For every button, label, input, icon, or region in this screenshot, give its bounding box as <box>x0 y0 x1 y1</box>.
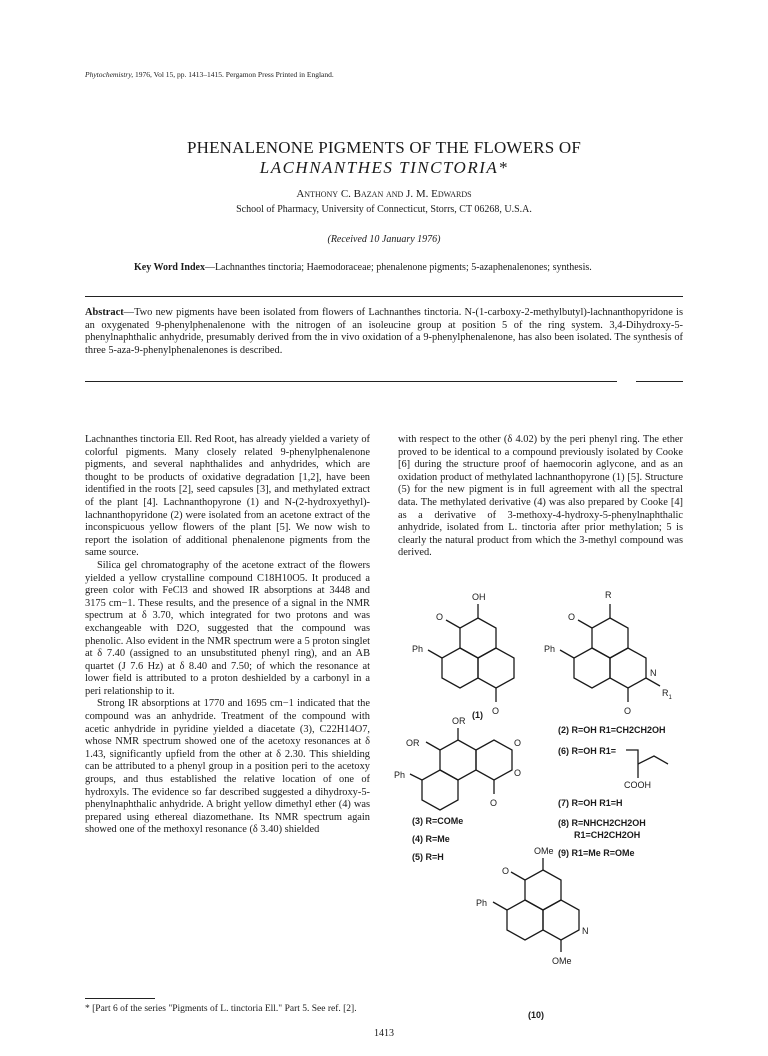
s2-o-bottom-label: O <box>624 706 632 716</box>
legend-compound-4: (4) R=Me <box>412 834 450 844</box>
s3-or-top-label: OR <box>452 716 466 726</box>
chemical-structures <box>394 580 698 970</box>
left-column <box>85 434 370 837</box>
cooh-label: COOH <box>624 780 651 790</box>
s10-ome-bottom-label: OMe <box>552 956 572 966</box>
s1-oh-label: OH <box>472 592 486 602</box>
article-title-line2: LACHNANTHES TINCTORIA* <box>259 158 509 177</box>
structure-2-legend <box>558 725 668 858</box>
s2-r-label: R <box>605 590 612 600</box>
s3-o2-label: O <box>514 768 522 778</box>
legend-compound-9: (9) R1=Me R=OMe <box>558 848 635 858</box>
footnote-rule <box>85 998 155 999</box>
paragraph-ir: Strong IR absorptions at 1770 and 1695 cm−1 indicated that the compound was an anhydride. Treatment of the compound with acetic anhydride in pyridine yielded a diacetate (3), C22H14O7, whose NMR spectrum showed one of the acetoxy resonances at δ 1.43, significantly upfield from the other at δ 2.30. This shielding can be attributed to a phenyl group in a position peri to the acetoxy groups, and thus established the relative location of one of hydroxyls. The evidence so far described suggested a dihydroxy-5-phenylnaphthalic anhydride. A bright yellow dimethyl ether (4) was prepared using ethereal diazomethane. Its NMR spectrum again showed one of the methoxyl resonance (δ 3.40) shielded <box>85 698 370 836</box>
affiliation: School of Pharmacy, University of Connecticut, Storrs, CT 06268, U.S.A. <box>236 204 532 215</box>
abstract <box>85 307 683 357</box>
s10-o-label: O <box>502 866 510 876</box>
s2-o-top-label: O <box>568 612 576 622</box>
abstract-label: Abstract <box>85 307 124 318</box>
keyword-label: Key Word Index <box>134 262 205 273</box>
legend-compound-5: (5) R=H <box>412 852 444 862</box>
structure-10 <box>476 846 589 966</box>
s10-n-label: N <box>582 926 589 936</box>
abstract-text: —Two new pigments have been isolated from flowers of Lachnanthes tinctoria. N-(1-carboxy-2-methylbutyl)-lachnanthopyridone is an oxygenated 9-phenylphenalenone with the nitrogen of an isoleucine group at position 5 of the ring system. 3,4-Dihydroxy-5-phenylnaphthalic anhydride, presumably derived from the in vivo oxidation of a 9-phenylphenalenone, has also been isolated. The synthesis of three 5-aza-9-phenylphenalenones is described. <box>85 307 683 356</box>
right-column <box>398 434 683 560</box>
s2-n-label: N <box>650 668 657 678</box>
journal-name: Phytochemistry, <box>85 70 134 79</box>
s3-ph-label: Ph <box>394 770 406 780</box>
legend-compound-3: (3) R=COMe <box>412 816 464 826</box>
structure-3-5 <box>394 716 521 862</box>
s10-compound-label: (10) <box>528 1010 545 1020</box>
s1-compound-label: (1) <box>472 710 483 720</box>
abstract-bottom-rule <box>85 381 617 382</box>
abstract-top-rule <box>85 296 683 297</box>
structure-1 <box>412 592 514 720</box>
structure-2 <box>544 590 673 716</box>
article-title-line1: PHENALENONE PIGMENTS OF THE FLOWERS OF <box>186 138 582 157</box>
paragraph-chromatography: Silica gel chromatography of the acetone extract of the flowers yielded a yellow crystalline compound C18H10O5. It produced a green color with FeCl3 and showed IR absorptions at 3448 and 3175 cm−1. These results, and the presence of a signal in the NMR spectrum at δ 3.70, which integrated for two protons and was exchangeable with D2O, suggested that the compound was phenolic. Also evident in the NMR spectrum were a 5 proton singlet at δ 7.40 (assigned to an unsubstituted phenyl ring), and an AB quartet (J 7.6 Hz) at δ 8.40 and 7.50; of which the resonance at lower field is attributed to a proton deshielded by a carbonyl in a peri relationship to it. <box>85 559 370 697</box>
legend-compound-6: (6) R=OH R1= <box>558 746 617 756</box>
legend-compound-8a: (8) R=NHCH2CH2OH <box>558 818 646 828</box>
keyword-index <box>134 262 674 274</box>
received-date: (Received 10 January 1976) <box>327 234 441 245</box>
s2-r1-label: $R_1$ <box>662 688 672 701</box>
s10-ph-label: Ph <box>476 898 488 908</box>
journal-citation <box>85 70 334 79</box>
s2-ph-label: Ph <box>544 644 556 654</box>
s3-or-left-label: OR <box>406 738 420 748</box>
legend-compound-2: (2) R=OH R1=CH2CH2OH <box>558 725 666 735</box>
page-number: 1413 <box>374 1028 394 1039</box>
abstract-bottom-rule-short <box>636 381 683 382</box>
s1-o-top-label: O <box>436 612 444 622</box>
s10-ome-top-label: OMe <box>534 846 554 856</box>
journal-details: 1976, Vol 15, pp. 1413–1415. Pergamon Press Printed in England. <box>135 70 334 79</box>
s1-o-bottom-label: O <box>492 706 500 716</box>
s3-o1-label: O <box>514 738 522 748</box>
paragraph-continuation: with respect to the other (δ 4.02) by the peri phenyl ring. The ether proved to be identical to a compound previously isolated by Cooke [6] during the structure proof of haemocorin aglycone, and as an oxidation product of methylated lachnanthopyrone (1) [5]. Structure (5) for the new pigment is in full agreement with all the spectral data. The methylated derivative (4) was also prepared by Cooke [4] as a derivative of 3-methoxy-4-hydroxy-5-phenylnaphthalic anhydride, isolated from L. tinctoria after prior methylation; 5 is clearly the natural product from which the 3-methyl compound was derived. <box>398 434 683 559</box>
paragraph-intro: Lachnanthes tinctoria Ell. Red Root, has already yielded a variety of colorful pigments. Many closely related 9-phenylphenalenone pigments, and several naphthalides and anhydrides, which are thought to be products of oxidative degradation [1,2], have been identified in the roots [2], seed capsules [3], and methylated extract of the plant [4]. Lachnanthopyrone (1) and N-(2-hydroxyethyl)-lachnanthopyridone (2) were isolated from an acetone extract of the inconspicuous yellow flowers of the plant [5]. We now wish to report the isolation of additional phenalenone pigments from the same source. <box>85 434 370 559</box>
keyword-text: —Lachnanthes tinctoria; Haemodoraceae; phenalenone pigments; 5-azaphenalenones; synthesis. <box>204 262 592 273</box>
s3-o3-label: O <box>490 798 498 808</box>
author-list: Anthony C. Bazan and J. M. Edwards <box>296 188 472 200</box>
legend-compound-7: (7) R=OH R1=H <box>558 798 623 808</box>
legend-compound-8b: R1=CH2CH2OH <box>574 830 641 840</box>
s1-ph-label: Ph <box>412 644 424 654</box>
footnote: * [Part 6 of the series "Pigments of L. tinctoria Ell." Part 5. See ref. [2]. <box>85 1004 357 1014</box>
